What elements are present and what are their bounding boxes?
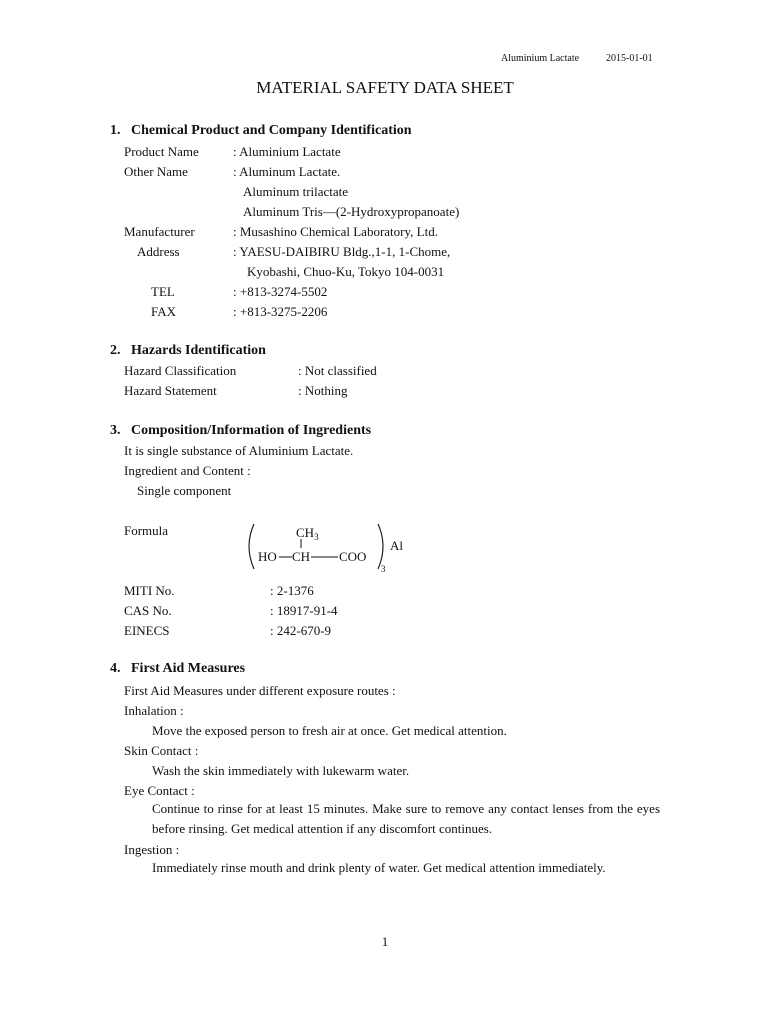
page-title: MATERIAL SAFETY DATA SHEET bbox=[256, 78, 514, 97]
product-name-label: Product Name bbox=[124, 144, 199, 159]
cas-label: CAS No. bbox=[124, 603, 172, 618]
formula-ho: HO bbox=[258, 549, 277, 564]
section-2-heading: 2. Hazards Identification bbox=[110, 343, 266, 358]
manufacturer-label: Manufacturer bbox=[124, 224, 195, 239]
inhalation-text: Move the exposed person to fresh air at once. Get medical attention. bbox=[152, 723, 507, 738]
section-4-heading: 4. First Aid Measures bbox=[110, 661, 246, 676]
ingestion-text: Immediately rinse mouth and drink plenty of water. Get medical attention immediately. bbox=[152, 860, 606, 875]
tel-label: TEL bbox=[151, 284, 175, 299]
formula-ch3: $CH_3$ bbox=[296, 525, 319, 542]
header-product: Aluminium Lactate bbox=[501, 53, 580, 64]
left-bracket bbox=[249, 524, 254, 569]
formula-coo: COO bbox=[339, 549, 367, 564]
hazard-classification-label: Hazard Classification bbox=[124, 363, 237, 378]
miti-value: : 2-1376 bbox=[270, 583, 314, 598]
composition-line-2: Ingredient and Content : bbox=[124, 463, 251, 478]
header-date: 2015-01-01 bbox=[606, 53, 653, 64]
product-name-value: : Aluminium Lactate bbox=[233, 144, 341, 159]
miti-label: MITI No. bbox=[124, 583, 175, 598]
fax-label: FAX bbox=[151, 304, 177, 319]
skin-contact-label: Skin Contact : bbox=[124, 743, 199, 758]
fax-value: : +813-3275-2206 bbox=[233, 304, 328, 319]
section-3-heading: 3. Composition/Information of Ingredients bbox=[110, 423, 372, 438]
einecs-value: : 242-670-9 bbox=[270, 623, 332, 638]
page-number: 1 bbox=[381, 934, 389, 949]
address-value-2: Kyobashi, Chuo-Ku, Tokyo 104-0031 bbox=[247, 264, 445, 279]
hazard-statement-label: Hazard Statement bbox=[124, 383, 217, 398]
hazard-classification-value: : Not classified bbox=[298, 363, 377, 378]
ingestion-label: Ingestion : bbox=[124, 842, 180, 857]
other-name-value-3: Aluminum Tris―(2-Hydroxypropanoate) bbox=[243, 204, 460, 219]
section-1-heading: 1. Chemical Product and Company Identification bbox=[110, 123, 412, 138]
formula-metal: Al bbox=[390, 538, 403, 553]
composition-line-1: It is single substance of Aluminium Lactate. bbox=[124, 443, 354, 458]
other-name-label: Other Name bbox=[124, 164, 188, 179]
formula-subscript: 3 bbox=[381, 564, 386, 574]
eye-contact-text: Continue to rinse for at least 15 minutes. Make sure to remove any contact lenses from the eyes before rinsing. Get medical attention if any discomfort continues. bbox=[152, 801, 660, 836]
other-name-value-1: : Aluminum Lactate. bbox=[233, 164, 341, 179]
structural-formula bbox=[244, 520, 414, 576]
composition-line-3: Single component bbox=[137, 483, 232, 498]
manufacturer-value: : Musashino Chemical Laboratory, Ltd. bbox=[233, 224, 438, 239]
first-aid-intro: First Aid Measures under different exposure routes : bbox=[124, 683, 396, 698]
tel-value: : +813-3274-5502 bbox=[233, 284, 328, 299]
other-name-value-2: Aluminum trilactate bbox=[243, 184, 349, 199]
address-label: Address bbox=[137, 244, 180, 259]
formula-ch: CH bbox=[292, 549, 311, 564]
cas-value: : 18917-91-4 bbox=[270, 603, 338, 618]
eye-contact-label: Eye Contact : bbox=[124, 783, 195, 798]
inhalation-label: Inhalation : bbox=[124, 703, 184, 718]
formula-label: Formula bbox=[124, 523, 169, 538]
address-value-1: : YAESU-DAIBIRU Bldg.,1-1, 1-Chome, bbox=[233, 244, 451, 259]
hazard-statement-value: : Nothing bbox=[298, 383, 348, 398]
skin-contact-text: Wash the skin immediately with lukewarm water. bbox=[152, 763, 410, 778]
einecs-label: EINECS bbox=[124, 623, 170, 638]
right-bracket bbox=[378, 524, 383, 569]
